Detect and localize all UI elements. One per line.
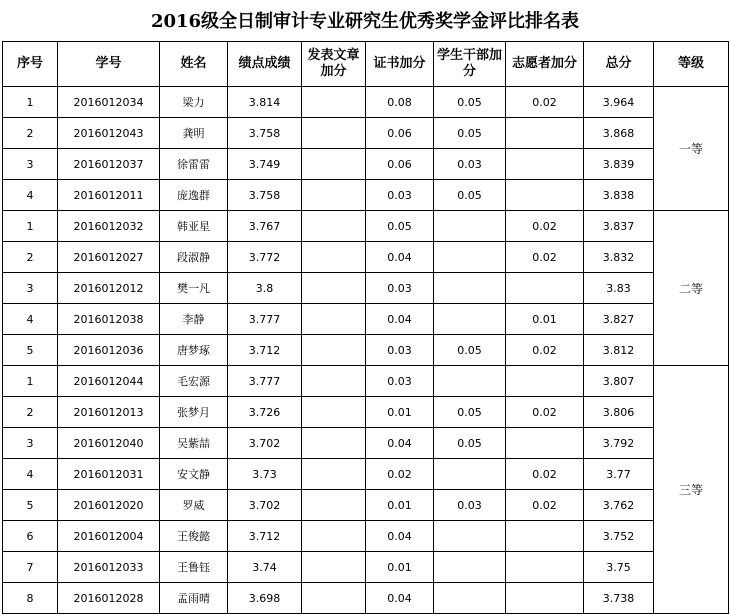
cell-cadre-bonus[interactable]: 0.03 [434, 149, 506, 180]
cell-volunteer-bonus[interactable] [506, 149, 584, 180]
table-row [3, 552, 729, 583]
cell-name[interactable]: 徐雷雷 [160, 149, 228, 180]
table-row [3, 242, 729, 273]
cell-paper-bonus[interactable] [302, 211, 366, 242]
cell-cadre-bonus[interactable] [434, 304, 506, 335]
cell-paper-bonus[interactable] [302, 335, 366, 366]
cell-volunteer-bonus[interactable]: 0.02 [506, 490, 584, 521]
cell-name[interactable]: 毛宏源 [160, 366, 228, 397]
cell-cadre-bonus[interactable] [434, 521, 506, 552]
table-row [3, 180, 729, 211]
cell-student-id[interactable]: 2016012043 [58, 118, 160, 149]
cell-student-id[interactable]: 2016012020 [58, 490, 160, 521]
cell-seq[interactable]: 4 [3, 304, 58, 335]
cell-gpa[interactable]: 3.726 [228, 397, 302, 428]
cell-seq[interactable]: 4 [3, 459, 58, 490]
cell-seq[interactable]: 5 [3, 490, 58, 521]
cell-seq[interactable]: 5 [3, 335, 58, 366]
table-row [3, 211, 729, 242]
cell-gpa[interactable]: 3.777 [228, 366, 302, 397]
cell-student-id[interactable]: 2016012040 [58, 428, 160, 459]
cell-gpa[interactable]: 3.814 [228, 87, 302, 118]
cell-name[interactable]: 王鲁钰 [160, 552, 228, 583]
cell-paper-bonus[interactable] [302, 242, 366, 273]
header-cadre-bonus[interactable]: 学生干部加分 [434, 42, 506, 87]
cell-paper-bonus[interactable] [302, 552, 366, 583]
cell-total[interactable]: 3.868 [584, 118, 654, 149]
cell-student-id[interactable]: 2016012036 [58, 335, 160, 366]
cell-volunteer-bonus[interactable] [506, 521, 584, 552]
cell-student-id[interactable]: 2016012027 [58, 242, 160, 273]
cell-volunteer-bonus[interactable]: 0.02 [506, 335, 584, 366]
cell-cadre-bonus[interactable] [434, 242, 506, 273]
cell-cadre-bonus[interactable]: 0.05 [434, 118, 506, 149]
cell-volunteer-bonus[interactable]: 0.02 [506, 459, 584, 490]
header-certificate-bonus[interactable]: 证书加分 [366, 42, 434, 87]
cell-student-id[interactable]: 2016012037 [58, 149, 160, 180]
cell-total[interactable]: 3.807 [584, 366, 654, 397]
cell-student-id[interactable]: 2016012004 [58, 521, 160, 552]
cell-gpa[interactable]: 3.712 [228, 521, 302, 552]
cell-student-id[interactable]: 2016012011 [58, 180, 160, 211]
cell-total[interactable]: 3.752 [584, 521, 654, 552]
cell-gpa[interactable]: 3.8 [228, 273, 302, 304]
cell-volunteer-bonus[interactable] [506, 180, 584, 211]
cell-certificate-bonus[interactable]: 0.04 [366, 521, 434, 552]
table-row [3, 428, 729, 459]
cell-student-id[interactable]: 2016012031 [58, 459, 160, 490]
cell-gpa[interactable]: 3.749 [228, 149, 302, 180]
cell-seq[interactable]: 1 [3, 87, 58, 118]
cell-student-id[interactable]: 2016012013 [58, 397, 160, 428]
table-row [3, 335, 729, 366]
cell-name[interactable]: 梁力 [160, 87, 228, 118]
cell-volunteer-bonus[interactable]: 0.01 [506, 304, 584, 335]
table-row [3, 490, 729, 521]
cell-paper-bonus[interactable] [302, 366, 366, 397]
table-row [3, 521, 729, 552]
cell-seq[interactable]: 2 [3, 397, 58, 428]
cell-volunteer-bonus[interactable]: 0.02 [506, 242, 584, 273]
cell-student-id[interactable]: 2016012028 [58, 583, 160, 614]
cell-seq[interactable]: 7 [3, 552, 58, 583]
cell-cadre-bonus[interactable]: 0.05 [434, 428, 506, 459]
cell-total[interactable]: 3.762 [584, 490, 654, 521]
table-row [3, 397, 729, 428]
cell-seq[interactable]: 1 [3, 366, 58, 397]
cell-student-id[interactable]: 2016012032 [58, 211, 160, 242]
cell-student-id[interactable]: 2016012033 [58, 552, 160, 583]
cell-certificate-bonus[interactable]: 0.08 [366, 87, 434, 118]
cell-certificate-bonus[interactable]: 0.06 [366, 118, 434, 149]
cell-gpa[interactable]: 3.772 [228, 242, 302, 273]
cell-seq[interactable]: 1 [3, 211, 58, 242]
cell-total[interactable]: 3.839 [584, 149, 654, 180]
cell-cadre-bonus[interactable]: 0.03 [434, 490, 506, 521]
cell-seq[interactable]: 4 [3, 180, 58, 211]
cell-volunteer-bonus[interactable] [506, 428, 584, 459]
cell-seq[interactable]: 6 [3, 521, 58, 552]
cell-certificate-bonus[interactable]: 0.01 [366, 552, 434, 583]
cell-paper-bonus[interactable] [302, 521, 366, 552]
sheet-title: 2016级全日制审计专业研究生优秀奖学金评比排名表 [150, 11, 580, 32]
cell-gpa[interactable]: 3.702 [228, 428, 302, 459]
cell-name[interactable]: 孟雨晴 [160, 583, 228, 614]
ranking-table [2, 41, 729, 614]
cell-gpa[interactable]: 3.758 [228, 180, 302, 211]
cell-gpa[interactable]: 3.712 [228, 335, 302, 366]
cell-volunteer-bonus[interactable] [506, 552, 584, 583]
table-row [3, 583, 729, 614]
cell-certificate-bonus[interactable]: 0.01 [366, 490, 434, 521]
cell-volunteer-bonus[interactable] [506, 118, 584, 149]
cell-certificate-bonus[interactable]: 0.04 [366, 583, 434, 614]
cell-paper-bonus[interactable] [302, 118, 366, 149]
cell-cadre-bonus[interactable]: 0.05 [434, 397, 506, 428]
cell-certificate-bonus[interactable]: 0.04 [366, 304, 434, 335]
cell-certificate-bonus[interactable]: 0.01 [366, 397, 434, 428]
table-row [3, 273, 729, 304]
cell-certificate-bonus[interactable]: 0.05 [366, 211, 434, 242]
cell-total[interactable]: 3.792 [584, 428, 654, 459]
cell-total[interactable]: 3.738 [584, 583, 654, 614]
table-row [3, 87, 729, 118]
cell-paper-bonus[interactable] [302, 304, 366, 335]
cell-name[interactable]: 庞逸群 [160, 180, 228, 211]
header-total[interactable]: 总分 [584, 42, 654, 87]
cell-gpa[interactable]: 3.74 [228, 552, 302, 583]
cell-certificate-bonus[interactable]: 0.06 [366, 149, 434, 180]
header-row [3, 42, 729, 87]
table-row [3, 118, 729, 149]
cell-seq[interactable]: 3 [3, 149, 58, 180]
cell-paper-bonus[interactable] [302, 490, 366, 521]
cell-seq[interactable]: 8 [3, 583, 58, 614]
cell-name[interactable]: 韩亚星 [160, 211, 228, 242]
cell-name[interactable]: 罗威 [160, 490, 228, 521]
table-row [3, 366, 729, 397]
cell-paper-bonus[interactable] [302, 273, 366, 304]
cell-total[interactable]: 3.837 [584, 211, 654, 242]
cell-name[interactable]: 张梦月 [160, 397, 228, 428]
table-row [3, 149, 729, 180]
cell-grade[interactable]: 一等 [654, 87, 729, 211]
cell-gpa[interactable]: 3.698 [228, 583, 302, 614]
header-paper-bonus[interactable]: 发表文章加分 [302, 42, 366, 87]
table-row [3, 459, 729, 490]
cell-cadre-bonus[interactable] [434, 366, 506, 397]
cell-volunteer-bonus[interactable] [506, 583, 584, 614]
cell-certificate-bonus[interactable]: 0.04 [366, 428, 434, 459]
cell-certificate-bonus[interactable]: 0.03 [366, 180, 434, 211]
cell-cadre-bonus[interactable]: 0.05 [434, 335, 506, 366]
cell-student-id[interactable]: 2016012044 [58, 366, 160, 397]
header-student-id[interactable]: 学号 [58, 42, 160, 87]
cell-name[interactable]: 龚明 [160, 118, 228, 149]
cell-total[interactable]: 3.827 [584, 304, 654, 335]
cell-total[interactable]: 3.83 [584, 273, 654, 304]
cell-certificate-bonus[interactable]: 0.03 [366, 273, 434, 304]
cell-total[interactable]: 3.75 [584, 552, 654, 583]
cell-seq[interactable]: 3 [3, 273, 58, 304]
cell-paper-bonus[interactable] [302, 180, 366, 211]
cell-gpa[interactable]: 3.777 [228, 304, 302, 335]
cell-seq[interactable]: 2 [3, 118, 58, 149]
cell-volunteer-bonus[interactable]: 0.02 [506, 397, 584, 428]
cell-name[interactable]: 唐梦琢 [160, 335, 228, 366]
cell-grade[interactable]: 二等 [654, 211, 729, 366]
cell-student-id[interactable]: 2016012034 [58, 87, 160, 118]
cell-seq[interactable]: 2 [3, 242, 58, 273]
cell-paper-bonus[interactable] [302, 459, 366, 490]
cell-gpa[interactable]: 3.73 [228, 459, 302, 490]
cell-name[interactable]: 李静 [160, 304, 228, 335]
cell-total[interactable]: 3.832 [584, 242, 654, 273]
cell-volunteer-bonus[interactable] [506, 273, 584, 304]
cell-cadre-bonus[interactable]: 0.05 [434, 87, 506, 118]
cell-volunteer-bonus[interactable] [506, 366, 584, 397]
cell-paper-bonus[interactable] [302, 149, 366, 180]
cell-total[interactable]: 3.838 [584, 180, 654, 211]
cell-total[interactable]: 3.964 [584, 87, 654, 118]
cell-total[interactable]: 3.77 [584, 459, 654, 490]
table-row [3, 304, 729, 335]
cell-certificate-bonus[interactable]: 0.04 [366, 242, 434, 273]
cell-cadre-bonus[interactable] [434, 583, 506, 614]
cell-cadre-bonus[interactable] [434, 459, 506, 490]
cell-name[interactable]: 段淑静 [160, 242, 228, 273]
cell-grade[interactable]: 三等 [654, 366, 729, 614]
header-seq[interactable]: 序号 [3, 42, 58, 87]
cell-cadre-bonus[interactable] [434, 273, 506, 304]
cell-certificate-bonus[interactable]: 0.02 [366, 459, 434, 490]
cell-name[interactable]: 吴紫喆 [160, 428, 228, 459]
cell-name[interactable]: 安文静 [160, 459, 228, 490]
cell-paper-bonus[interactable] [302, 583, 366, 614]
header-grade[interactable]: 等级 [654, 42, 729, 87]
cell-name[interactable]: 王俊懿 [160, 521, 228, 552]
cell-paper-bonus[interactable] [302, 428, 366, 459]
cell-cadre-bonus[interactable] [434, 211, 506, 242]
cell-volunteer-bonus[interactable]: 0.02 [506, 211, 584, 242]
cell-name[interactable]: 樊一凡 [160, 273, 228, 304]
cell-gpa[interactable]: 3.702 [228, 490, 302, 521]
cell-student-id[interactable]: 2016012038 [58, 304, 160, 335]
header-name[interactable]: 姓名 [160, 42, 228, 87]
cell-paper-bonus[interactable] [302, 87, 366, 118]
cell-certificate-bonus[interactable]: 0.03 [366, 335, 434, 366]
cell-total[interactable]: 3.806 [584, 397, 654, 428]
cell-paper-bonus[interactable] [302, 397, 366, 428]
cell-volunteer-bonus[interactable]: 0.02 [506, 87, 584, 118]
cell-certificate-bonus[interactable]: 0.03 [366, 366, 434, 397]
cell-gpa[interactable]: 3.767 [228, 211, 302, 242]
cell-gpa[interactable]: 3.758 [228, 118, 302, 149]
cell-seq[interactable]: 3 [3, 428, 58, 459]
cell-cadre-bonus[interactable]: 0.05 [434, 180, 506, 211]
cell-cadre-bonus[interactable] [434, 552, 506, 583]
header-volunteer-bonus[interactable]: 志愿者加分 [506, 42, 584, 87]
cell-student-id[interactable]: 2016012012 [58, 273, 160, 304]
cell-total[interactable]: 3.812 [584, 335, 654, 366]
header-gpa[interactable]: 绩点成绩 [228, 42, 302, 87]
